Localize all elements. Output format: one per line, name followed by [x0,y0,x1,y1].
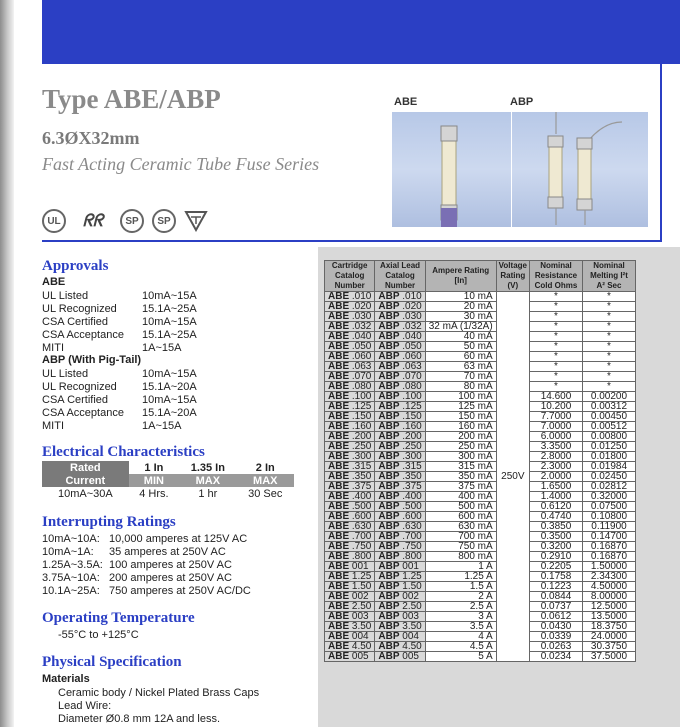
materials-body: Ceramic body / Nickel Plated Brass Caps [58,687,260,699]
ampere-rating-cell: 4 A [425,632,496,642]
axial-lead-catalog-cell: ABP .150 [375,412,425,422]
table-row [325,452,636,462]
nominal-resistance-cell: 0.0430 [529,622,582,632]
nominal-resistance-cell: * [529,362,582,372]
ur-mark-icon: ᖇᖇ [82,211,104,230]
melting-i2t-cell: * [582,362,635,372]
axial-lead-catalog-cell: ABP 003 [375,612,425,622]
ampere-rating-cell: 350 mA [425,472,496,482]
column-header: Nominal Melting I²t A² Sec [582,261,635,292]
axial-lead-catalog-cell: ABP .600 [375,512,425,522]
axial-lead-catalog-cell: ABP .250 [375,442,425,452]
cartridge-catalog-cell: ABE .080 [325,382,375,392]
table-row [325,582,636,592]
cartridge-catalog-cell: ABE .800 [325,552,375,562]
melting-i2t-cell: * [582,322,635,332]
cartridge-catalog-cell: ABE 3.50 [325,622,375,632]
table-row [325,612,636,622]
cartridge-catalog-cell: ABE .750 [325,542,375,552]
melting-i2t-cell: 0.07500 [582,502,635,512]
nominal-resistance-cell: 0.0844 [529,592,582,602]
table-row [325,352,636,362]
axial-lead-catalog-cell: ABP 1.25 [375,572,425,582]
axial-lead-catalog-cell: ABP .315 [375,462,425,472]
melting-i2t-cell: 0.01250 [582,442,635,452]
table-row [325,342,636,352]
csa-acceptance-mark-icon: SP [152,209,176,233]
ampere-rating-cell: 80 mA [425,382,496,392]
ampere-rating-cell: 315 mA [425,462,496,472]
melting-i2t-cell: 0.00312 [582,402,635,412]
melting-i2t-cell: 0.00200 [582,392,635,402]
cartridge-catalog-cell: ABE 002 [325,592,375,602]
ampere-rating-cell: 20 mA [425,302,496,312]
ampere-rating-cell: 40 mA [425,332,496,342]
nominal-resistance-cell: * [529,302,582,312]
nominal-resistance-cell: * [529,332,582,342]
ampere-rating-cell: 300 mA [425,452,496,462]
axial-lead-catalog-cell: ABP .630 [375,522,425,532]
cartridge-catalog-cell: ABE 1.50 [325,582,375,592]
ampere-rating-cell: 1.5 A [425,582,496,592]
nominal-resistance-cell: * [529,312,582,322]
melting-i2t-cell: 12.5000 [582,602,635,612]
melting-i2t-cell: 0.16870 [582,552,635,562]
electrical-heading: Electrical Characteristics [42,444,205,460]
cartridge-catalog-cell: ABE 2.50 [325,602,375,612]
fuse-specifications-table [324,260,636,662]
table-row [325,382,636,392]
table-row [325,502,636,512]
miti-mark-icon [184,209,208,233]
column-header: Axial Lead Catalog Number [375,261,425,292]
axial-lead-catalog-cell: ABP 2.50 [375,602,425,612]
ampere-rating-cell: 160 mA [425,422,496,432]
cartridge-catalog-cell: ABE 4.50 [325,642,375,652]
ampere-rating-cell: 30 mA [425,312,496,322]
axial-lead-catalog-cell: ABP .125 [375,402,425,412]
physical-heading: Physical Specification [42,654,182,670]
ul-mark-icon: UL [42,209,66,233]
nominal-resistance-cell: 2.0000 [529,472,582,482]
axial-lead-catalog-cell: ABP 1.50 [375,582,425,592]
nominal-resistance-cell: 7.7000 [529,412,582,422]
melting-i2t-cell: 30.3750 [582,642,635,652]
ampere-rating-cell: 70 mA [425,372,496,382]
nominal-resistance-cell: 10.200 [529,402,582,412]
axial-lead-catalog-cell: ABP .375 [375,482,425,492]
table-row [325,292,636,302]
nominal-resistance-cell: 2.8000 [529,452,582,462]
axial-lead-catalog-cell: ABP .300 [375,452,425,462]
column-header: Nominal Resistance Cold Ohms [529,261,582,292]
ampere-rating-cell: 125 mA [425,402,496,412]
melting-i2t-cell: 2.34300 [582,572,635,582]
table-row: 10mA~30A 4 Hrs. 1 hr 30 Sec [57,487,283,500]
cartridge-catalog-cell: ABE .250 [325,442,375,452]
axial-lead-catalog-cell: ABP .010 [375,292,425,302]
table-row [325,602,636,612]
table-row [325,532,636,542]
nominal-resistance-cell: 1.4000 [529,492,582,502]
cartridge-catalog-cell: ABE 005 [325,652,375,662]
nominal-resistance-cell: 14.600 [529,392,582,402]
ampere-rating-cell: 375 mA [425,482,496,492]
axial-lead-catalog-cell: ABP .700 [375,532,425,542]
axial-lead-catalog-cell: ABP .100 [375,392,425,402]
approvals-heading: Approvals [42,258,109,274]
column-header: Voltage Rating (V) [496,261,529,292]
melting-i2t-cell: 37.5000 [582,652,635,662]
table-row [325,362,636,372]
table-row [325,442,636,452]
melting-i2t-cell: 13.5000 [582,612,635,622]
ampere-rating-cell: 150 mA [425,412,496,422]
table-row [325,332,636,342]
axial-lead-catalog-cell: ABP 005 [375,652,425,662]
nominal-resistance-cell: 0.0339 [529,632,582,642]
melting-i2t-cell: 0.00800 [582,432,635,442]
melting-i2t-cell: 8.00000 [582,592,635,602]
operating-temperature: -55°C to +125°C [58,629,139,641]
table-row [325,522,636,532]
fuse-table-panel [318,247,680,727]
melting-i2t-cell: 0.14700 [582,532,635,542]
column-header: Cartridge Catalog Number [325,261,375,292]
axial-lead-catalog-cell: ABP .160 [375,422,425,432]
page-binding-shadow [0,0,14,727]
axial-lead-catalog-cell: ABP .030 [375,312,425,322]
table-row [325,412,636,422]
cartridge-catalog-cell: ABE .020 [325,302,375,312]
melting-i2t-cell: * [582,332,635,342]
photo-label-abe: ABE [394,96,418,108]
axial-lead-catalog-cell: ABP .050 [375,342,425,352]
cartridge-catalog-cell: ABE .600 [325,512,375,522]
cartridge-catalog-cell: ABE 003 [325,612,375,622]
axial-lead-catalog-cell: ABP .400 [375,492,425,502]
cartridge-catalog-cell: ABE .300 [325,452,375,462]
nominal-resistance-cell: 2.3000 [529,462,582,472]
operating-heading: Operating Temperature [42,610,195,626]
materials-label: Materials [42,673,90,685]
table-row [325,392,636,402]
voltage-rating-cell: 250V [496,292,529,662]
nominal-resistance-cell: 0.1223 [529,582,582,592]
table-row [325,632,636,642]
interrupting-heading: Interrupting Ratings [42,514,176,530]
axial-lead-catalog-cell: ABP 001 [375,562,425,572]
table-row [325,322,636,332]
melting-i2t-cell: 18.3750 [582,622,635,632]
table-row [325,482,636,492]
approvals-group-abp: ABP (With Pig-Tail) [42,354,142,366]
lead-wire-diameter: Diameter Ø0.8 mm 12A and less. [58,713,221,725]
ampere-rating-cell: 1 A [425,562,496,572]
nominal-resistance-cell: * [529,382,582,392]
product-series: Fast Acting Ceramic Tube Fuse Series [42,154,320,174]
table-row [325,512,636,522]
table-row: Rated 1 In 1.35 In 2 In [42,461,294,474]
table-row [325,572,636,582]
melting-i2t-cell: 0.02450 [582,472,635,482]
axial-lead-catalog-cell: ABP 004 [375,632,425,642]
axial-lead-catalog-cell: ABP .750 [375,542,425,552]
ampere-rating-cell: 3.5 A [425,622,496,632]
axial-lead-catalog-cell: ABP .060 [375,352,425,362]
ampere-rating-cell: 600 mA [425,512,496,522]
cartridge-catalog-cell: ABE .063 [325,362,375,372]
nominal-resistance-cell: * [529,372,582,382]
axial-lead-catalog-cell: ABP 3.50 [375,622,425,632]
nominal-resistance-cell: 0.4740 [529,512,582,522]
ampere-rating-cell: 63 mA [425,362,496,372]
nominal-resistance-cell: 6.0000 [529,432,582,442]
melting-i2t-cell: * [582,352,635,362]
approvals-group-abe: ABE [42,276,66,288]
table-row [325,622,636,632]
ampere-rating-cell: 500 mA [425,502,496,512]
nominal-resistance-cell: * [529,292,582,302]
cartridge-catalog-cell: ABE .030 [325,312,375,322]
melting-i2t-cell: 0.32000 [582,492,635,502]
melting-i2t-cell: 0.01984 [582,462,635,472]
table-row [325,402,636,412]
cartridge-catalog-cell: ABE .060 [325,352,375,362]
header-color-band [42,0,680,64]
cartridge-catalog-cell: ABE .040 [325,332,375,342]
cartridge-catalog-cell: ABE .100 [325,392,375,402]
nominal-resistance-cell: 0.2910 [529,552,582,562]
ampere-rating-cell: 100 mA [425,392,496,402]
ampere-rating-cell: 200 mA [425,432,496,442]
column-header: Ampere Rating [In] [425,261,496,292]
cartridge-catalog-cell: ABE .200 [325,432,375,442]
nominal-resistance-cell: 0.3850 [529,522,582,532]
table-row [325,592,636,602]
table-row [325,422,636,432]
nominal-resistance-cell: 0.0263 [529,642,582,652]
nominal-resistance-cell: 1.6500 [529,482,582,492]
cartridge-catalog-cell: ABE .630 [325,522,375,532]
melting-i2t-cell: 0.10800 [582,512,635,522]
cartridge-catalog-cell: ABE .010 [325,292,375,302]
ampere-rating-cell: 32 mA (1/32A) [425,322,496,332]
cartridge-catalog-cell: ABE .315 [325,462,375,472]
table-row [325,492,636,502]
ampere-rating-cell: 50 mA [425,342,496,352]
cartridge-catalog-cell: ABE .400 [325,492,375,502]
nominal-resistance-cell: 0.3500 [529,532,582,542]
table-row [325,462,636,472]
axial-lead-catalog-cell: ABP .500 [375,502,425,512]
axial-lead-catalog-cell: ABP 4.50 [375,642,425,652]
cartridge-catalog-cell: ABE .700 [325,532,375,542]
axial-lead-catalog-cell: ABP .040 [375,332,425,342]
ampere-rating-cell: 700 mA [425,532,496,542]
nominal-resistance-cell: * [529,342,582,352]
melting-i2t-cell: 0.00450 [582,412,635,422]
melting-i2t-cell: 0.11900 [582,522,635,532]
nominal-resistance-cell: 0.0737 [529,602,582,612]
certification-marks [42,209,208,233]
ampere-rating-cell: 750 mA [425,542,496,552]
ampere-rating-cell: 400 mA [425,492,496,502]
ampere-rating-cell: 630 mA [425,522,496,532]
cartridge-catalog-cell: ABE .070 [325,372,375,382]
lead-wire-label: Lead Wire: [58,700,112,712]
table-row: Current MIN MAX MAX [42,474,294,487]
melting-i2t-cell: * [582,372,635,382]
cartridge-catalog-cell: ABE .500 [325,502,375,512]
table-row [325,312,636,322]
table-row [325,562,636,572]
cartridge-catalog-cell: ABE .032 [325,322,375,332]
ampere-rating-cell: 10 mA [425,292,496,302]
cartridge-catalog-cell: ABE 001 [325,562,375,572]
photo-label-abp: ABP [510,96,534,108]
product-dimensions: 6.3ØX32mm [42,128,140,148]
table-header-row [325,261,636,292]
table-row [325,432,636,442]
nominal-resistance-cell: 3.3500 [529,442,582,452]
axial-lead-catalog-cell: ABP .063 [375,362,425,372]
table-row [325,372,636,382]
axial-lead-catalog-cell: ABP 002 [375,592,425,602]
ampere-rating-cell: 800 mA [425,552,496,562]
nominal-resistance-cell: * [529,322,582,332]
ampere-rating-cell: 60 mA [425,352,496,362]
nominal-resistance-cell: 0.0612 [529,612,582,622]
table-row [325,302,636,312]
table-row [325,652,636,662]
axial-lead-catalog-cell: ABP .800 [375,552,425,562]
nominal-resistance-cell: 7.0000 [529,422,582,432]
melting-i2t-cell: * [582,292,635,302]
ampere-rating-cell: 250 mA [425,442,496,452]
nominal-resistance-cell: * [529,352,582,362]
cartridge-catalog-cell: ABE .160 [325,422,375,432]
axial-lead-catalog-cell: ABP .070 [375,372,425,382]
csa-mark-icon: SP [120,209,144,233]
nominal-resistance-cell: 0.1758 [529,572,582,582]
melting-i2t-cell: 0.16870 [582,542,635,552]
cartridge-catalog-cell: ABE .375 [325,482,375,492]
table-row [325,552,636,562]
ampere-rating-cell: 3 A [425,612,496,622]
melting-i2t-cell: 4.50000 [582,582,635,592]
table-row [325,642,636,652]
fuse-photo [392,112,648,227]
axial-lead-catalog-cell: ABP .080 [375,382,425,392]
axial-lead-catalog-cell: ABP .020 [375,302,425,312]
melting-i2t-cell: * [582,342,635,352]
axial-lead-catalog-cell: ABP .350 [375,472,425,482]
melting-i2t-cell: * [582,382,635,392]
nominal-resistance-cell: 0.6120 [529,502,582,512]
cartridge-catalog-cell: ABE 004 [325,632,375,642]
melting-i2t-cell: 1.50000 [582,562,635,572]
ampere-rating-cell: 5 A [425,652,496,662]
ampere-rating-cell: 1.25 A [425,572,496,582]
ampere-rating-cell: 2.5 A [425,602,496,612]
cartridge-catalog-cell: ABE 1.25 [325,572,375,582]
axial-lead-catalog-cell: ABP .200 [375,432,425,442]
cartridge-catalog-cell: ABE .350 [325,472,375,482]
melting-i2t-cell: * [582,302,635,312]
melting-i2t-cell: 0.00512 [582,422,635,432]
table-row [325,472,636,482]
table-row [325,542,636,552]
nominal-resistance-cell: 0.3200 [529,542,582,552]
nominal-resistance-cell: 0.2205 [529,562,582,572]
cartridge-catalog-cell: ABE .125 [325,402,375,412]
axial-lead-catalog-cell: ABP .032 [375,322,425,332]
melting-i2t-cell: 0.02812 [582,482,635,492]
product-title: Type ABE/ABP [42,84,221,114]
cartridge-catalog-cell: ABE .150 [325,412,375,422]
ampere-rating-cell: 4.5 A [425,642,496,652]
melting-i2t-cell: * [582,312,635,322]
ampere-rating-cell: 2 A [425,592,496,602]
melting-i2t-cell: 0.01800 [582,452,635,462]
electrical-characteristics-table [42,461,294,500]
melting-i2t-cell: 24.0000 [582,632,635,642]
cartridge-catalog-cell: ABE .050 [325,342,375,352]
nominal-resistance-cell: 0.0234 [529,652,582,662]
